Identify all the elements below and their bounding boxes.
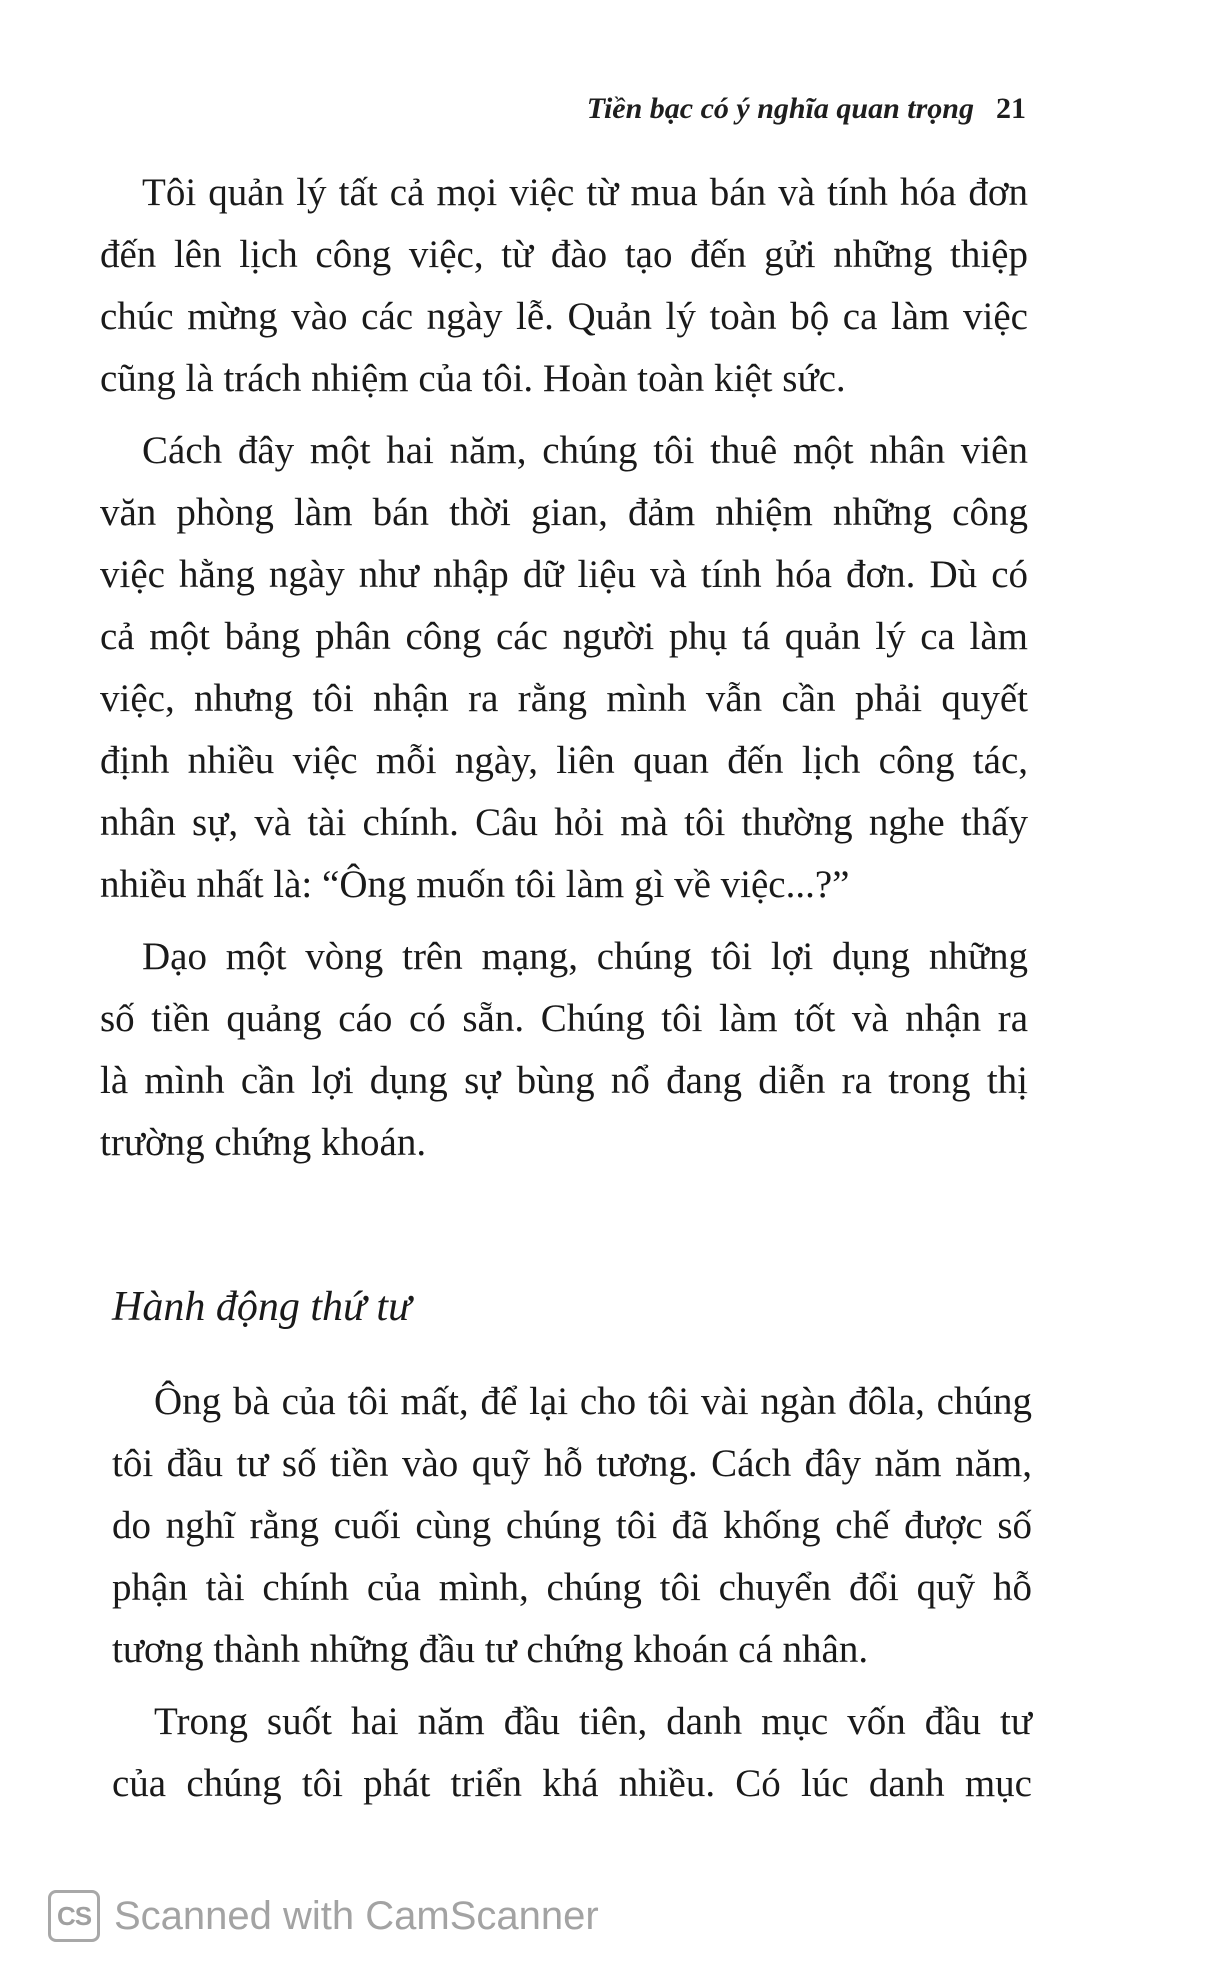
- paragraph: [100, 926, 1028, 1174]
- camscanner-logo-icon: CS: [48, 1890, 100, 1942]
- text-line: Ông bà của tôi mất, để lại cho tôi vài ngàn đôla, chúng: [154, 1380, 1032, 1423]
- text-line: nhiều nhất là: “Ông muốn tôi làm gì về việc...?”: [100, 863, 850, 906]
- camscanner-watermark: [48, 1890, 599, 1942]
- paragraph: [100, 420, 1028, 916]
- paragraph: [100, 162, 1028, 410]
- text-line: Trong suốt hai năm đầu tiên, danh mục vốn đầu tư: [154, 1700, 1032, 1743]
- text-line: là mình cần lợi dụng sự bùng nổ đang diễn ra trong thị: [100, 1059, 1028, 1102]
- text-line: do nghĩ rằng cuối cùng chúng tôi đã khống chế được số: [112, 1504, 1032, 1547]
- text-line: việc hằng ngày như nhập dữ liệu và tính hóa đơn. Dù có: [100, 553, 1028, 596]
- text-line: cũng là trách nhiệm của tôi. Hoàn toàn kiệt sức.: [100, 357, 846, 400]
- text-line: phận tài chính của mình, chúng tôi chuyển đổi quỹ hỗ: [112, 1566, 1032, 1609]
- text-line: tương thành những đầu tư chứng khoán cá nhân.: [112, 1628, 869, 1671]
- text-line: văn phòng làm bán thời gian, đảm nhiệm những công: [100, 491, 1028, 534]
- text-line: tôi đầu tư số tiền vào quỹ hỗ tương. Cách đây năm năm,: [112, 1442, 1032, 1485]
- paragraph: [112, 1691, 1032, 1815]
- text-line: Dạo một vòng trên mạng, chúng tôi lợi dụng những: [142, 935, 1028, 978]
- text-line: đến lên lịch công việc, từ đào tạo đến gửi những thiệp: [100, 233, 1028, 276]
- paragraph: [112, 1371, 1032, 1681]
- text-line: Cách đây một hai năm, chúng tôi thuê một nhân viên: [142, 429, 1028, 472]
- text-line: cả một bảng phân công các người phụ tá quản lý ca làm: [100, 615, 1028, 658]
- running-head: [587, 92, 1026, 126]
- text-line: chúc mừng vào các ngày lễ. Quản lý toàn bộ ca làm việc: [100, 295, 1028, 338]
- text-line: trường chứng khoán.: [100, 1121, 427, 1164]
- text-line: số tiền quảng cáo có sẵn. Chúng tôi làm tốt và nhận ra: [100, 997, 1028, 1040]
- running-head-title: Tiền bạc có ý nghĩa quan trọng: [586, 92, 974, 125]
- text-line: Tôi quản lý tất cả mọi việc từ mua bán và tính hóa đơn: [142, 171, 1028, 214]
- watermark-text: Scanned with CamScanner: [114, 1893, 599, 1938]
- section-heading: Hành động thứ tư: [112, 1284, 411, 1330]
- body-text-bottom: [112, 1371, 1032, 1815]
- text-line: của chúng tôi phát triển khá nhiều. Có lúc danh mục: [112, 1762, 1032, 1805]
- text-line: nhân sự, và tài chính. Câu hỏi mà tôi thường nghe thấy: [100, 801, 1028, 844]
- text-line: định nhiều việc mỗi ngày, liên quan đến lịch công tác,: [100, 739, 1028, 782]
- text-line: việc, nhưng tôi nhận ra rằng mình vẫn cần phải quyết: [100, 677, 1028, 720]
- page-number: 21: [996, 92, 1026, 125]
- body-text-top: [100, 162, 1028, 1174]
